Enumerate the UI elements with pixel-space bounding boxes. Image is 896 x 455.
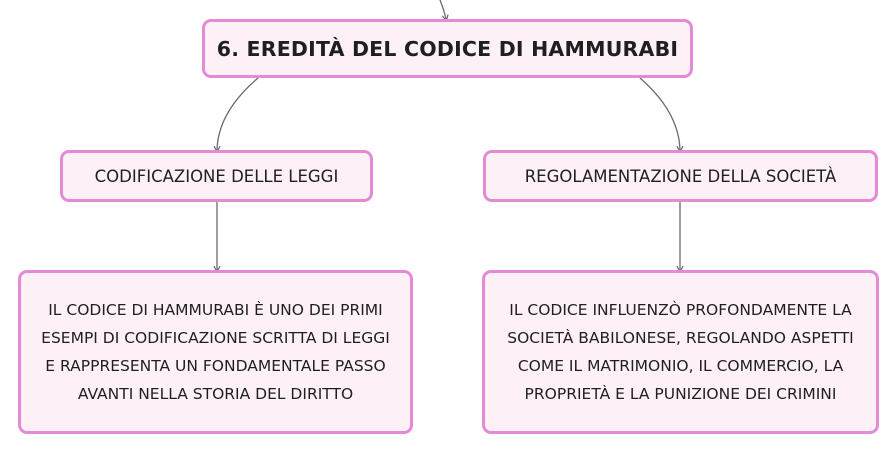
root-title: 6. EREDITÀ DEL CODICE DI HAMMURABI [216, 36, 679, 61]
branch-label-codificazione: CODIFICAZIONE DELLE LEGGI [94, 166, 339, 186]
detail-text-regolamentazione: IL CODICE INFLUENZÒ PROFONDAMENTE LA SOCIETÀ BABILONESE, REGOLANDO ASPETTI COME IL MATRIMONIO, IL COMMERCIO, LA PROPRIETÀ E LA PUNIZIONE DEI CRIMINI [507, 301, 854, 403]
connector-root-to-left [217, 78, 258, 150]
root-node[interactable] [202, 19, 693, 78]
connector-from-parent [440, 0, 446, 19]
detail-node-codificazione[interactable] [18, 270, 413, 434]
detail-text-codificazione: IL CODICE DI HAMMURABI È UNO DEI PRIMI ESEMPI DI CODIFICAZIONE SCRITTA DI LEGGI E RAPPRESENTA UN FONDAMENTALE PASSO AVANTI NELLA STORIA DEL DIRITTO [41, 301, 390, 403]
branch-node-regolamentazione[interactable] [483, 150, 878, 202]
branch-label-regolamentazione: REGOLAMENTAZIONE DELLA SOCIETÀ [524, 166, 837, 186]
connector-root-to-right [640, 78, 680, 150]
branch-node-codificazione[interactable] [60, 150, 373, 202]
detail-node-regolamentazione[interactable] [482, 270, 879, 434]
